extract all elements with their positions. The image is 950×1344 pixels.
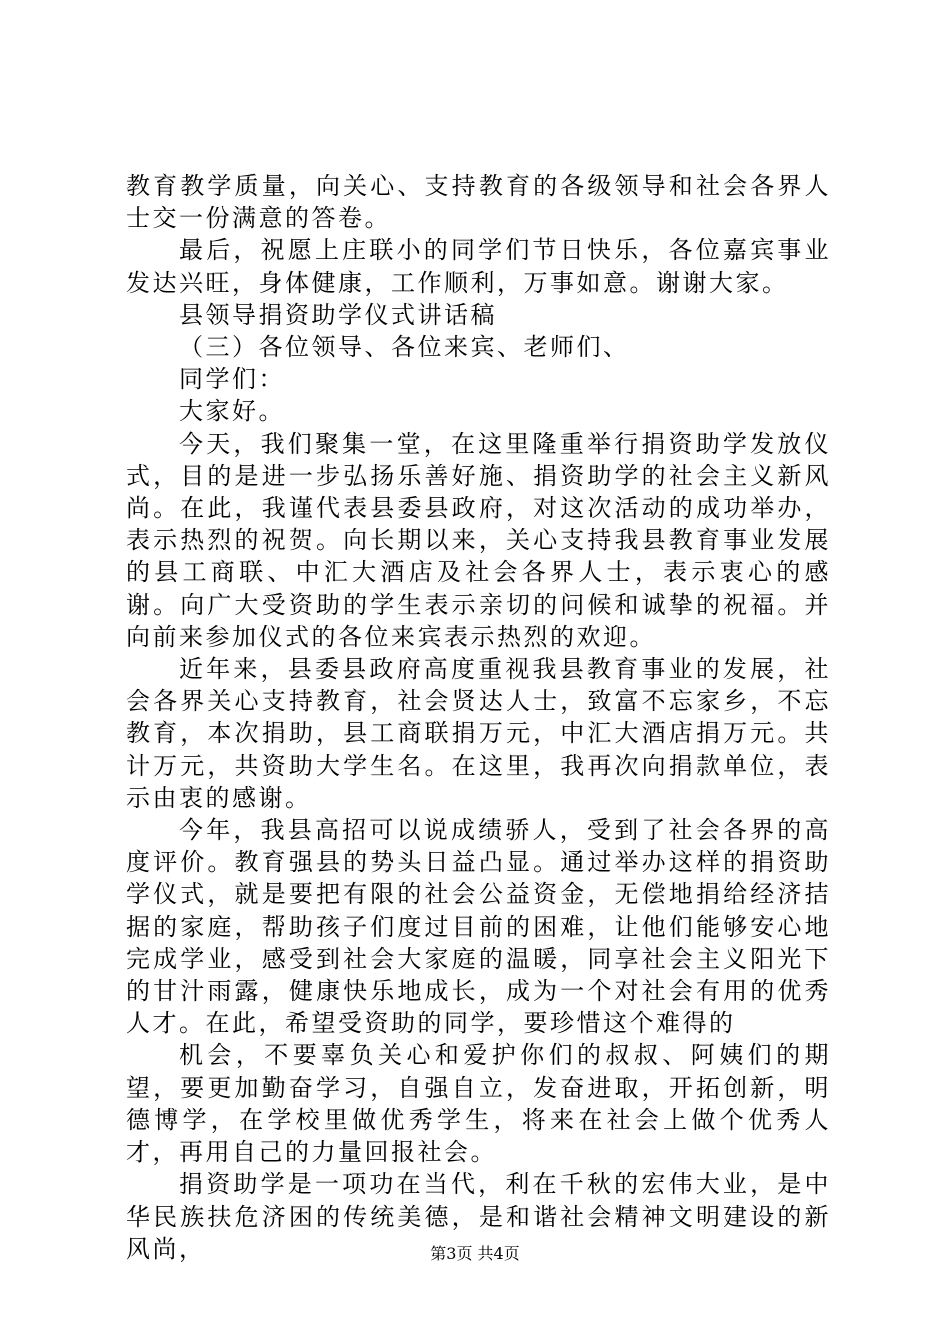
paragraph: 近年来，县委县政府高度重视我县教育事业的发展，社会各界关心支持教育，社会贤达人士，致富不忘家乡，不忘教育，本次捐助，县工商联捐万元，中汇大酒店捐万元。共计万元，共资助大学生名。在这里，我再次向捐款单位，表示由衷的感谢。 [126,655,831,812]
paragraph: 捐资助学是一项功在当代，利在千秋的宏伟大业，是中华民族扶危济困的传统美德，是和谐社会精神文明建设的新风尚， [126,1170,831,1263]
paragraph: 今年，我县高招可以说成绩骄人，受到了社会各界的高度评价。教育强县的势头日益凸显。通过举办这样的捐资助学仪式，就是要把有限的社会公益资金，无偿地捐给经济拮据的家庭，帮助孩子们度过目前的困难，让他们能够安心地完成学业，感受到社会大家庭的温暖，同享社会主义阳光下的甘汁雨露，健康快乐地成长，成为一个对社会有用的优秀人才。在此，希望受资助的同学，要珍惜这个难得的 [126,816,831,1038]
page-footer [0,1244,950,1264]
salutation-line: （三）各位领导、各位来宾、老师们、 [179,333,630,362]
salutation-line: 同学们： [179,365,285,394]
document-body [126,170,831,1265]
paragraph: 最后，祝愿上庄联小的同学们节日快乐，各位嘉宾事业发达兴旺，身体健康，工作顺利，万事如意。谢谢大家。 [126,236,831,297]
document-title: 县领导捐资助学仪式讲话稿 [179,300,497,329]
paragraph: 机会，不要辜负关心和爱护你们的叔叔、阿姨们的期望，要更加勤奋学习，自强自立，发奋进取，开拓创新，明德博学，在学校里做优秀学生，将来在社会上做个优秀人才，再用自己的力量回报社会。 [126,1041,831,1167]
greeting-line: 大家好。 [179,397,285,426]
paragraph: 教育教学质量，向关心、支持教育的各级领导和社会各界人士交一份满意的答卷。 [126,172,831,233]
paragraph: 今天，我们聚集一堂，在这里隆重举行捐资助学发放仪式，目的是进一步弘扬乐善好施、捐资助学的社会主义新风尚。在此，我谨代表县委县政府，对这次活动的成功举办，表示热烈的祝贺。向长期以来，关心支持我县教育事业发展的县工商联、中汇大酒店及社会各界人士，表示衷心的感谢。向广大受资助的学生表示亲切的问候和诚挚的祝福。并向前来参加仪式的各位来宾表示热烈的欢迎。 [126,429,831,651]
page-number: 第3页 共4页 [430,1244,520,1263]
